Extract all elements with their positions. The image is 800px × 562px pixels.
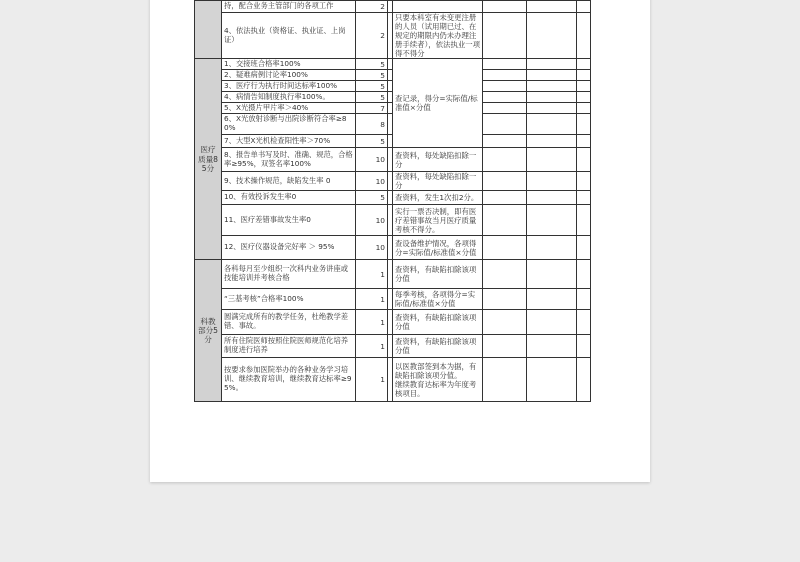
- score-cell: 7: [356, 103, 388, 114]
- item-cell: 各科每月至少组织一次科内业务讲座或技能培训并考核合格: [222, 260, 356, 289]
- method-cell: [393, 1, 483, 13]
- score-cell: 5: [356, 59, 388, 70]
- score-cell: 10: [356, 205, 388, 236]
- item-cell: 3、医疗行为执行时间达标率100%: [222, 81, 356, 92]
- score-cell: 1: [356, 358, 388, 402]
- score-cell: 8: [356, 114, 388, 135]
- item-cell: 11、医疗差错事故发生率0: [222, 205, 356, 236]
- score-cell: 2: [356, 13, 388, 59]
- score-cell: 1: [356, 260, 388, 289]
- item-cell: 圆满完成所有的教学任务，杜绝教学差错、事故。: [222, 310, 356, 335]
- table-row: [195, 205, 591, 236]
- method-cell: 查资料，有缺陷扣除该项分值: [393, 310, 483, 335]
- score-cell: 1: [356, 289, 388, 310]
- method-cell: 查资料，有缺陷扣除该项分值: [393, 335, 483, 358]
- method-cell: 查资料，发生1次扣2分。: [393, 191, 483, 205]
- item-cell: 持，配合业务主管部门的各项工作: [222, 1, 356, 13]
- table-row: [195, 236, 591, 260]
- score-cell: 2: [356, 1, 388, 13]
- table-row: [195, 172, 591, 191]
- table-row: [195, 289, 591, 310]
- score-cell: 5: [356, 191, 388, 205]
- item-cell: 8、报告单书写及时、准确、规范，合格率≥95%，双签名率100%: [222, 148, 356, 172]
- table-row: [195, 191, 591, 205]
- table-row: [195, 310, 591, 335]
- table-row: [195, 1, 591, 13]
- item-cell: 2、疑难病例讨论率100%: [222, 70, 356, 81]
- item-cell: 所有住院医师按照住院医师规范化培养制度进行培养: [222, 335, 356, 358]
- method-line: 以医教部签到本为据，有缺陷扣除该项分值。: [395, 361, 477, 380]
- item-cell: 6、X光放射诊断与出院诊断符合率≥80%: [222, 114, 356, 135]
- item-cell: 按要求参加医院举办的各种业务学习培训、继续教育培训，继续教育达标率≥95%。: [222, 358, 356, 402]
- method-cell: 只要本科室有未变更注册的人员（试用期已过、在规定的期限内仍未办理注册手续者），依法执业一项得不得分: [393, 13, 483, 59]
- method-cell: 查记录，得分=实际值/标准值×分值: [393, 59, 483, 148]
- method-cell: 查资料，每处缺陷扣除一分: [393, 148, 483, 172]
- item-cell: “三基考核”合格率100%: [222, 289, 356, 310]
- table-row: [195, 148, 591, 172]
- score-cell: 5: [356, 81, 388, 92]
- item-cell: 4、依法执业（资格证、执业证、上岗证）: [222, 13, 356, 59]
- score-cell: 1: [356, 310, 388, 335]
- table-row: [195, 358, 591, 402]
- table-row: [195, 335, 591, 358]
- category-label: 科教部分5分: [195, 260, 222, 402]
- method-cell: 查设备维护情况，各项得分=实际值/标准值×分值: [393, 236, 483, 260]
- method-cell: 每季考核，各项得分=实际值/标准值×分值: [393, 289, 483, 310]
- method-cell: [393, 358, 483, 402]
- score-cell: 10: [356, 172, 388, 191]
- item-cell: 9、技术操作规范，缺陷发生率 0: [222, 172, 356, 191]
- method-line: 继续教育达标率为年度考核项目。: [395, 379, 477, 398]
- method-cell: 查资料，有缺陷扣除该项分值: [393, 260, 483, 289]
- score-cell: 1: [356, 335, 388, 358]
- category-label: 医疗质量85分: [195, 59, 222, 260]
- score-cell: 5: [356, 92, 388, 103]
- item-cell: 7、大型X光机检查阳性率＞70%: [222, 135, 356, 148]
- item-cell: 4、病情告知制度执行率100%。: [222, 92, 356, 103]
- score-cell: 10: [356, 148, 388, 172]
- item-cell: 10、有效投诉发生率0: [222, 191, 356, 205]
- score-cell: 5: [356, 135, 388, 148]
- table-row: [195, 13, 591, 59]
- item-cell: 1、交接班合格率100%: [222, 59, 356, 70]
- score-cell: 5: [356, 70, 388, 81]
- table-row: [195, 59, 591, 70]
- evaluation-table: [194, 0, 591, 402]
- item-cell: 12、医疗仪器设备完好率 ＞ 95%: [222, 236, 356, 260]
- table-row: [195, 260, 591, 289]
- category-cell: [195, 1, 222, 59]
- item-cell: 5、X光摄片甲片率＞40%: [222, 103, 356, 114]
- method-cell: 实行一票否决制，即有医疗差错事故当月医疗质量考核不得分。: [393, 205, 483, 236]
- method-cell: 查资料，每处缺陷扣除一分: [393, 172, 483, 191]
- score-cell: 10: [356, 236, 388, 260]
